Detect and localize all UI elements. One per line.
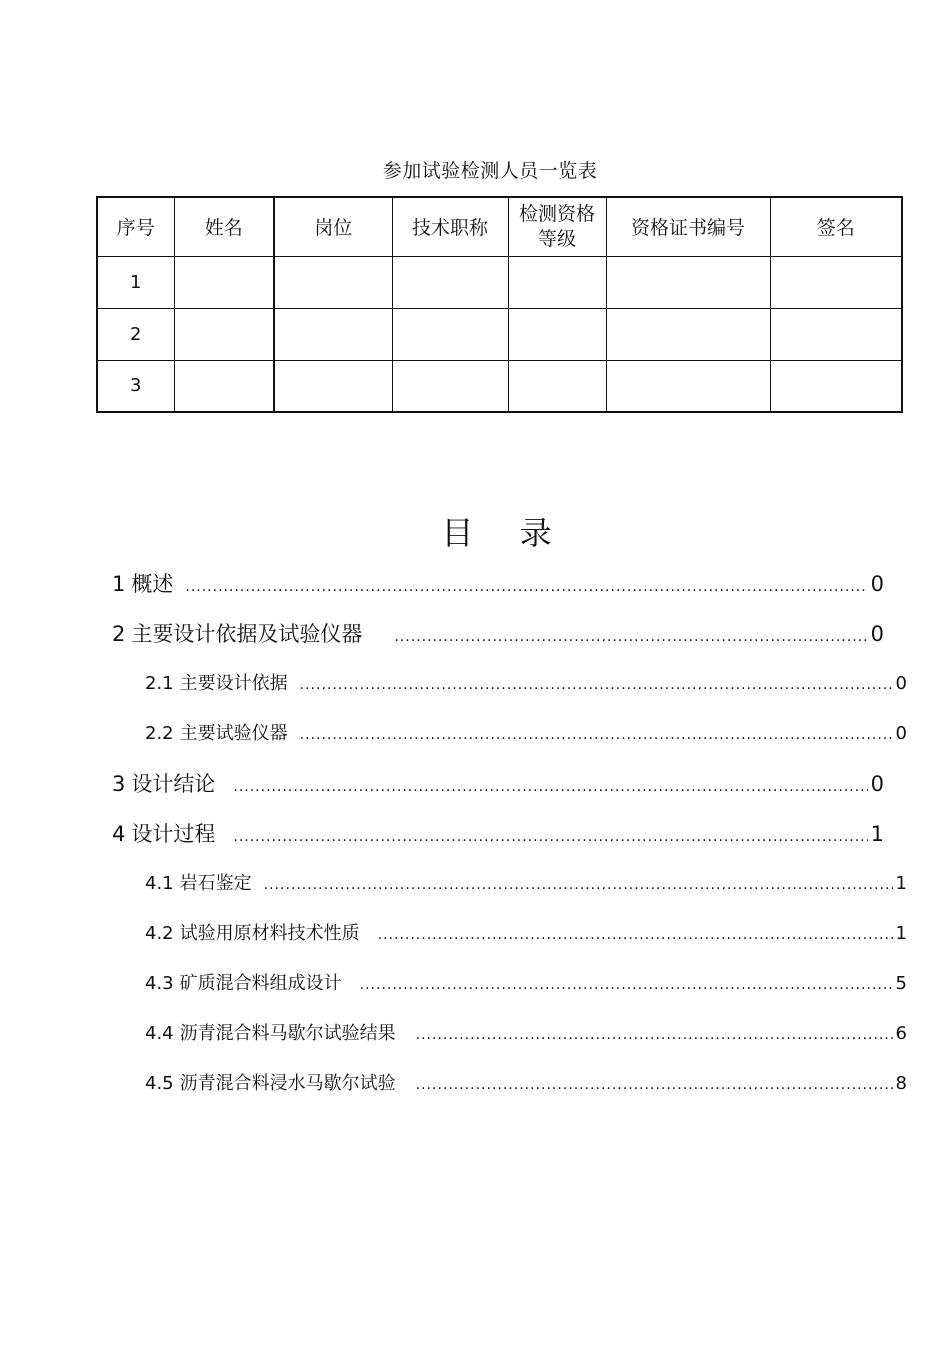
toc-entry[interactable] xyxy=(112,618,884,648)
toc-dot-leader xyxy=(233,779,867,795)
toc-entry-text: 沥青混合料浸水马歇尔试验 xyxy=(179,1073,396,1094)
cell-serial: 1 xyxy=(97,256,174,308)
toc-entry-number: 2.1 xyxy=(145,673,174,694)
toc-entry-page: 1 xyxy=(870,822,884,846)
cell-post xyxy=(274,360,392,412)
toc-entry[interactable] xyxy=(145,969,907,995)
toc-entry-label xyxy=(145,919,378,945)
table-header-row xyxy=(97,197,902,256)
table-row xyxy=(97,256,902,308)
toc-entry-number: 1 xyxy=(112,572,126,596)
cell-tech-title xyxy=(392,308,508,360)
staff-table-title: 参加试验检测人员一览表 xyxy=(382,160,598,182)
toc-entry-label xyxy=(145,719,300,745)
toc-entry[interactable] xyxy=(112,818,884,848)
toc-entry-label xyxy=(145,1019,416,1045)
toc-entry-label xyxy=(145,1069,416,1095)
toc-entry-page: 1 xyxy=(895,923,907,944)
cell-name xyxy=(174,360,274,412)
toc-entry-text: 主要设计依据及试验仪器 xyxy=(131,622,363,646)
toc-entry-text: 试验用原材料技术性质 xyxy=(179,923,360,944)
cell-certificate xyxy=(606,308,770,360)
toc-entry-page: 0 xyxy=(870,772,884,796)
toc-dot-leader xyxy=(233,829,867,845)
toc-entry-label xyxy=(145,969,360,995)
toc-entry-text: 岩石鉴定 xyxy=(179,873,252,894)
toc-title: 目 录 xyxy=(441,514,554,552)
toc-entry-number: 4.1 xyxy=(145,873,174,894)
toc-dot-leader xyxy=(416,1077,893,1093)
header-qualification-grade-line2: 等级 xyxy=(537,227,576,250)
toc-entry-text: 沥青混合料马歇尔试验结果 xyxy=(179,1023,396,1044)
toc-dot-leader xyxy=(394,629,867,645)
toc-entry-page: 0 xyxy=(895,673,907,694)
toc-entry[interactable] xyxy=(145,869,907,895)
toc-entry-label xyxy=(145,869,264,895)
toc-entry-label xyxy=(112,768,233,798)
header-signature: 签名 xyxy=(770,197,902,256)
toc-entry[interactable] xyxy=(145,1069,907,1095)
table-row xyxy=(97,360,902,412)
toc-dot-leader xyxy=(378,927,893,943)
cell-tech-title xyxy=(392,360,508,412)
header-tech-title: 技术职称 xyxy=(392,197,508,256)
toc-entry-number: 4.2 xyxy=(145,923,174,944)
toc-entry[interactable] xyxy=(112,768,884,798)
toc-entry[interactable] xyxy=(145,919,907,945)
cell-post xyxy=(274,308,392,360)
toc-entry-number: 4.4 xyxy=(145,1023,174,1044)
toc-entry-text: 主要设计依据 xyxy=(179,673,288,694)
toc-dot-leader xyxy=(264,877,893,893)
cell-name xyxy=(174,256,274,308)
toc-dot-leader xyxy=(300,727,893,743)
cell-certificate xyxy=(606,256,770,308)
toc-entry-number: 4 xyxy=(112,822,126,846)
header-qualification-grade xyxy=(508,197,606,256)
header-name: 姓名 xyxy=(174,197,274,256)
toc-entry-page: 1 xyxy=(895,873,907,894)
header-serial: 序号 xyxy=(97,197,174,256)
cell-serial: 3 xyxy=(97,360,174,412)
toc-entry-number: 2 xyxy=(112,622,126,646)
staff-table xyxy=(96,196,903,413)
toc-entry[interactable] xyxy=(145,1019,907,1045)
toc-entry-page: 0 xyxy=(870,622,884,646)
cell-signature xyxy=(770,256,902,308)
toc-entry-page: 8 xyxy=(895,1073,907,1094)
cell-grade xyxy=(508,308,606,360)
toc-entry-text: 矿质混合料组成设计 xyxy=(179,973,342,994)
toc-dot-leader xyxy=(360,977,893,993)
toc-entry-number: 2.2 xyxy=(145,723,174,744)
toc-entry-text: 概述 xyxy=(131,572,174,596)
header-certificate-number: 资格证书编号 xyxy=(606,197,770,256)
toc-entry-number: 4.5 xyxy=(145,1073,174,1094)
toc-entry-page: 6 xyxy=(895,1023,907,1044)
toc-entry-label xyxy=(145,669,300,695)
cell-name xyxy=(174,308,274,360)
cell-tech-title xyxy=(392,256,508,308)
toc-entry-label xyxy=(112,618,394,648)
toc-entry-label xyxy=(112,818,233,848)
cell-serial: 2 xyxy=(97,308,174,360)
cell-signature xyxy=(770,308,902,360)
cell-signature xyxy=(770,360,902,412)
cell-grade xyxy=(508,256,606,308)
cell-grade xyxy=(508,360,606,412)
toc-entry[interactable] xyxy=(112,568,884,598)
toc-entry-text: 设计过程 xyxy=(131,822,216,846)
table-row xyxy=(97,308,902,360)
cell-post xyxy=(274,256,392,308)
toc-entry-page: 0 xyxy=(895,723,907,744)
toc-entry-label xyxy=(112,568,185,598)
toc-dot-leader xyxy=(416,1027,893,1043)
toc-entry-page: 0 xyxy=(870,572,884,596)
toc-entry[interactable] xyxy=(145,719,907,745)
header-qualification-grade-line1: 检测资格 xyxy=(518,202,595,225)
toc-dot-leader xyxy=(185,579,867,595)
toc-dot-leader xyxy=(300,677,893,693)
toc-entry-text: 设计结论 xyxy=(131,772,216,796)
toc-entry-page: 5 xyxy=(895,973,907,994)
header-post: 岗位 xyxy=(274,197,392,256)
toc-entry-text: 主要试验仪器 xyxy=(179,723,288,744)
toc-entry-number: 4.3 xyxy=(145,973,174,994)
cell-certificate xyxy=(606,360,770,412)
toc-entry[interactable] xyxy=(145,669,907,695)
toc-entry-number: 3 xyxy=(112,772,126,796)
